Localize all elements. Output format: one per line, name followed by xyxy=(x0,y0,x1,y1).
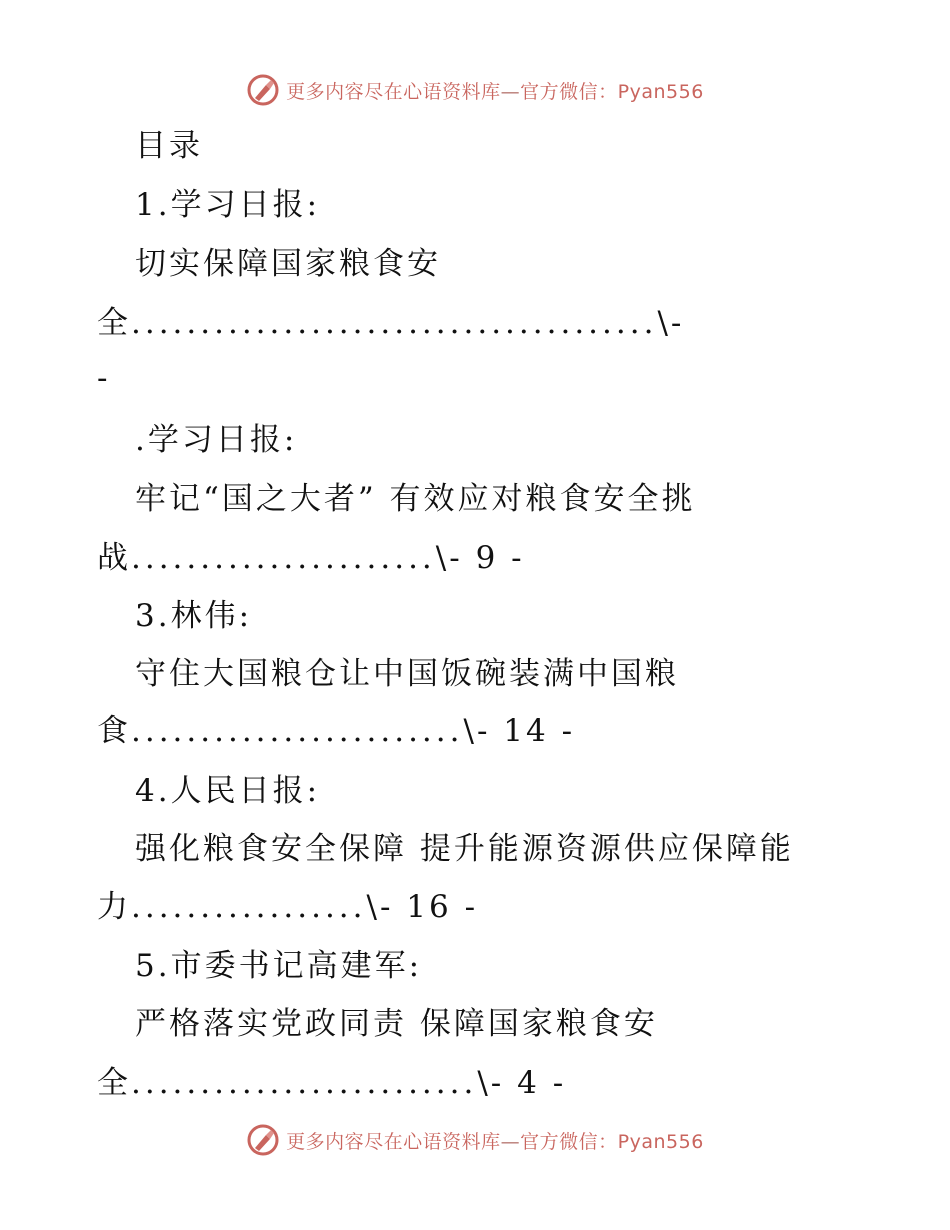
toc-entry-leader-line xyxy=(97,1063,566,1103)
toc-page-number: \- 4 - xyxy=(477,1065,567,1101)
toc-entry-leader-line xyxy=(97,887,478,927)
toc-entry-tail: 全 xyxy=(97,305,131,341)
toc-dot-leader: ................. xyxy=(131,889,367,925)
toc-page-overflow: - xyxy=(97,360,111,396)
toc-page-number: \- 16 - xyxy=(366,889,479,925)
toc-dot-leader: ...................... xyxy=(131,540,436,576)
toc-entry-tail: 全 xyxy=(97,1065,131,1101)
toc-entry-leader-line xyxy=(97,303,684,343)
toc-entry-source: 4.人民日报: xyxy=(135,773,321,809)
toc-entry-leader-line xyxy=(97,538,525,578)
watermark-text: 更多内容尽在心语资料库—官方微信：Pyan556 xyxy=(286,80,704,103)
toc-entry-source: 5.市委书记高建军: xyxy=(135,948,423,984)
watermark-text: 更多内容尽在心语资料库—官方微信：Pyan556 xyxy=(286,1130,704,1153)
toc-entry-source: 3.林伟: xyxy=(135,598,253,634)
toc-page-number: \- xyxy=(657,305,685,341)
pen-nib-seal-icon xyxy=(246,73,280,107)
pen-nib-seal-icon xyxy=(246,1123,280,1157)
footer-watermark xyxy=(0,1120,950,1160)
header-watermark xyxy=(0,70,950,110)
toc-entry-tail: 食 xyxy=(97,713,131,749)
toc-page-number: \- 9 - xyxy=(435,540,525,576)
toc-page-number: \- 14 - xyxy=(463,713,576,749)
toc-entry-title: 强化粮食安全保障 提升能源资源供应保障能 xyxy=(135,831,794,867)
toc-entry-source: .学习日报: xyxy=(135,422,298,458)
toc-entry-title: 牢记“国之大者” 有效应对粮食安全挑 xyxy=(135,481,696,517)
toc-entry-title: 严格落实党政同责 保障国家粮食安 xyxy=(135,1006,658,1042)
toc-entry-tail: 力 xyxy=(97,889,131,925)
toc-entry-source: 1.学习日报: xyxy=(135,187,321,223)
toc-dot-leader: ...................................... xyxy=(131,305,658,341)
toc-entry-leader-line xyxy=(97,711,575,751)
toc-dot-leader: ........................ xyxy=(131,713,464,749)
toc-dot-leader: ......................... xyxy=(131,1065,478,1101)
toc-entry-tail: 战 xyxy=(97,540,131,576)
toc-entry-title: 守住大国粮仓让中国饭碗装满中国粮 xyxy=(135,656,679,692)
toc-heading: 目录 xyxy=(135,128,203,164)
toc-entry-title: 切实保障国家粮食安 xyxy=(135,246,441,282)
